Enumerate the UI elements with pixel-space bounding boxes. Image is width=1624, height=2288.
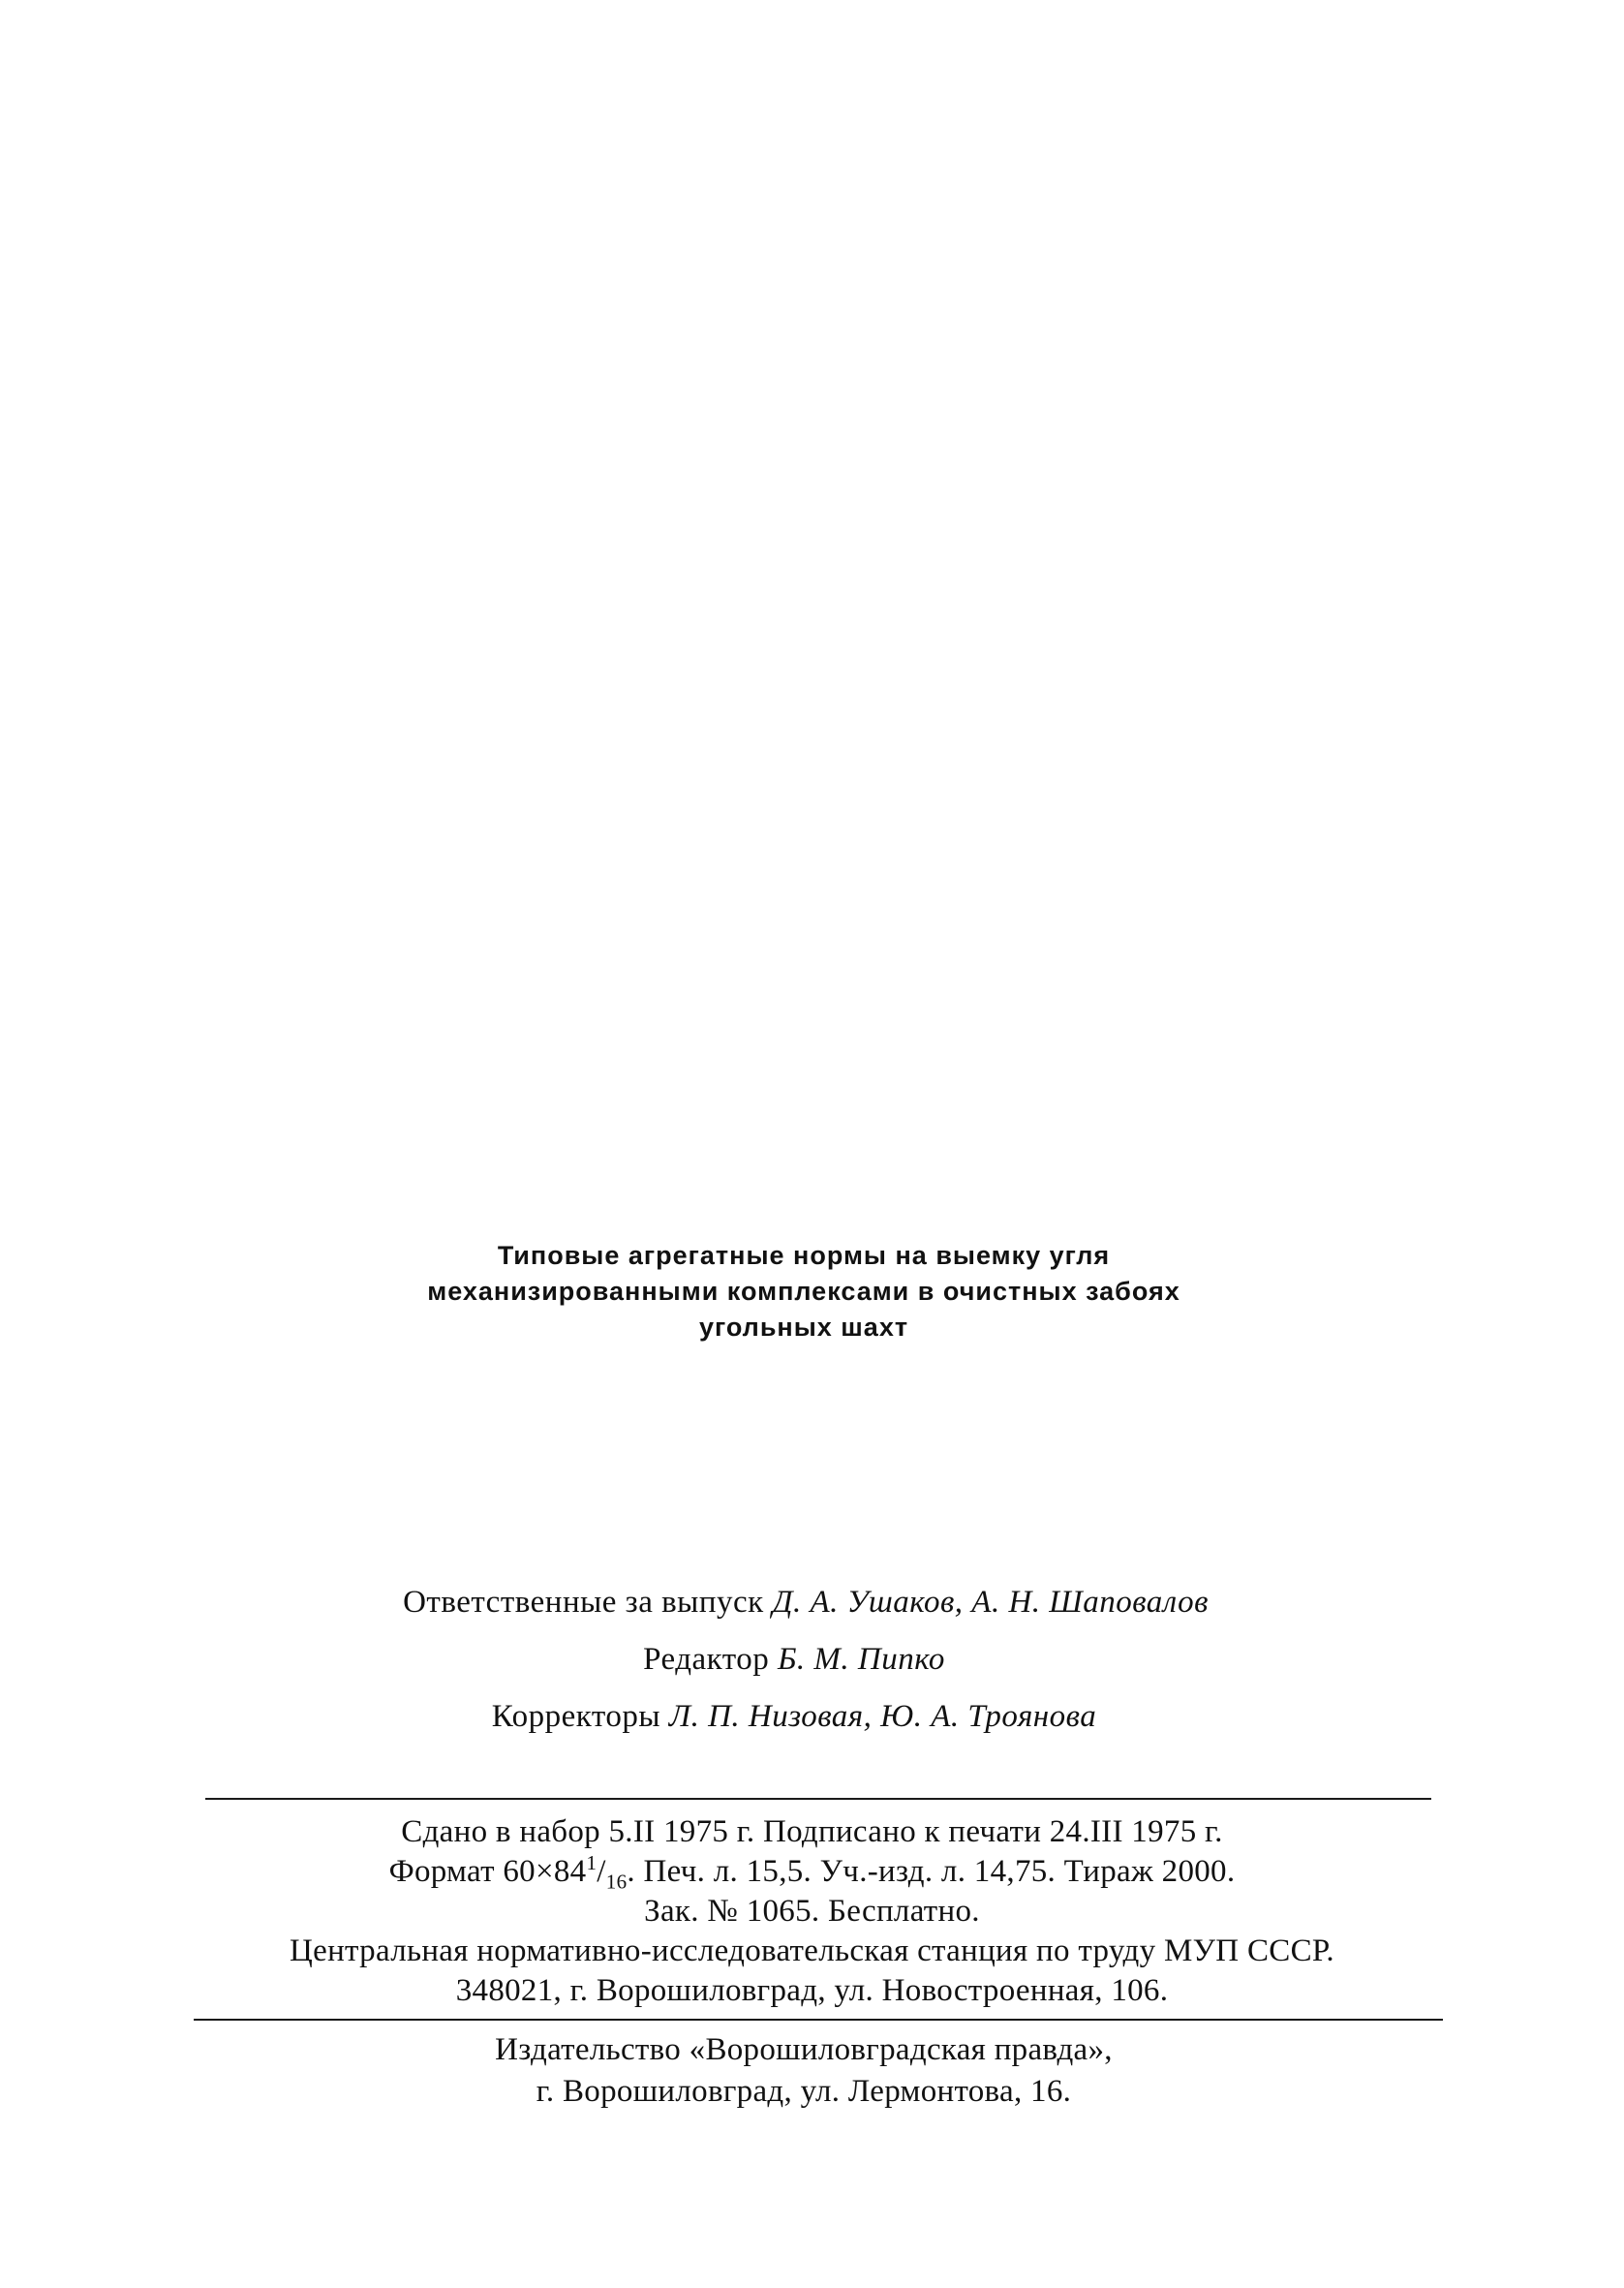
editor-name: Б. М. Пипко	[777, 1642, 945, 1677]
publisher-line-2: г. Ворошиловград, ул. Лермонтова, 16.	[536, 2074, 1072, 2109]
title-line-3: угольных шахт	[698, 1313, 909, 1342]
format-suffix: . Печ. л. 15,5. Уч.-изд. л. 14,75. Тираж 2000.	[627, 1854, 1236, 1889]
title-line-1: Типовые агрегатные нормы на выемку угля	[497, 1241, 1111, 1270]
divider-bottom	[194, 2019, 1443, 2021]
imprint-line-5: 348021, г. Ворошиловград, ул. Новостроенная, 106.	[455, 1973, 1169, 2008]
format-prefix: Формат 60×84	[388, 1854, 587, 1889]
format-sub: 16	[605, 1870, 628, 1894]
imprint-line-3: Зак. № 1065. Бесплатно.	[644, 1894, 980, 1929]
correctors-line	[194, 1688, 1394, 1746]
correctors-names: Л. П. Низовая, Ю. А. Троянова	[668, 1699, 1097, 1734]
editor-line	[194, 1631, 1394, 1688]
correctors-label: Корректоры	[491, 1699, 660, 1734]
imprint-block	[145, 1812, 1479, 2011]
imprint-line-4: Центральная нормативно-исследовательская станция по труду МУП СССР.	[290, 1933, 1334, 1968]
title-line-2: механизированными комплексами в очистных забоях	[427, 1277, 1180, 1306]
imprint-line-1: Сдано в набор 5.II 1975 г. Подписано к печати 24.III 1975 г.	[401, 1814, 1223, 1849]
divider-top	[205, 1798, 1431, 1800]
publisher-block	[320, 2029, 1288, 2113]
document-title	[320, 1238, 1288, 1345]
publisher-line-1: Издательство «Ворошиловградская правда»,	[495, 2032, 1113, 2067]
format-slash: /	[597, 1854, 606, 1889]
imprint-format-line	[145, 1852, 1479, 1892]
editor-label: Редактор	[643, 1642, 770, 1677]
credits-block	[194, 1574, 1394, 1746]
responsible-line	[194, 1574, 1394, 1631]
format-sup: 1	[586, 1851, 598, 1874]
responsible-label: Ответственные за выпуск	[403, 1585, 764, 1620]
responsible-names: Д. А. Ушаков, А. Н. Шаповалов	[772, 1585, 1209, 1620]
